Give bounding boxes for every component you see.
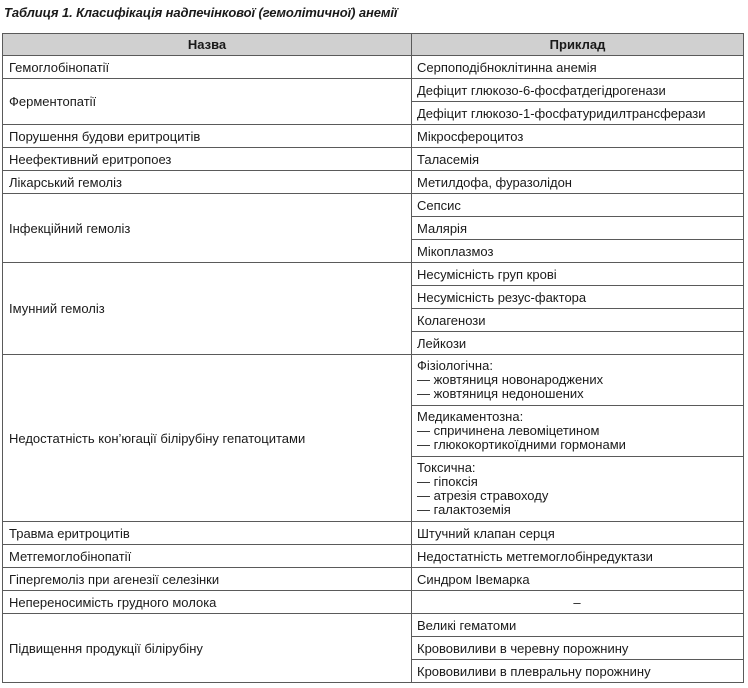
table-row (3, 522, 744, 545)
table-row (3, 79, 744, 102)
example-line: — спричинена левоміцетином (417, 423, 600, 438)
cell-example: Несумісність груп крові (412, 263, 744, 286)
table-row (3, 194, 744, 217)
cell-example: Несумісність резус-фактора (412, 286, 744, 309)
cell-example: Колагенози (412, 309, 744, 332)
example-line: — галактоземія (417, 502, 511, 517)
cell-name: Інфекційний гемоліз (3, 194, 412, 263)
cell-example (412, 457, 744, 522)
cell-example: Штучний клапан серця (412, 522, 744, 545)
table-row (3, 263, 744, 286)
cell-name: Лікарський гемоліз (3, 171, 412, 194)
example-line: Фізіологічна: (417, 358, 493, 373)
cell-name: Травма еритроцитів (3, 522, 412, 545)
cell-example (412, 355, 744, 406)
cell-example: Лейкози (412, 332, 744, 355)
table-row (3, 614, 744, 637)
example-line: — гіпоксія (417, 474, 478, 489)
table-row (3, 56, 744, 79)
table-body (3, 56, 744, 683)
cell-example: Синдром Івемарка (412, 568, 744, 591)
table-row (3, 591, 744, 614)
cell-example: Мікросфероцитоз (412, 125, 744, 148)
cell-name: Підвищення продукції білірубіну (3, 614, 412, 683)
cell-name: Непереносимість грудного молока (3, 591, 412, 614)
cell-example: Сепсис (412, 194, 744, 217)
cell-name: Метгемоглобінопатії (3, 545, 412, 568)
header-name: Назва (3, 34, 412, 56)
cell-example: Крововиливи в черевну порожнину (412, 637, 744, 660)
cell-name: Гіпергемоліз при агенезії селезінки (3, 568, 412, 591)
cell-name: Імунний гемоліз (3, 263, 412, 355)
table-row (3, 545, 744, 568)
cell-example: Малярія (412, 217, 744, 240)
cell-name: Ферментопатії (3, 79, 412, 125)
example-line: Медикаментозна: (417, 409, 524, 424)
cell-example: Таласемія (412, 148, 744, 171)
cell-example: Серпоподібноклітинна анемія (412, 56, 744, 79)
cell-name: Порушення будови еритроцитів (3, 125, 412, 148)
cell-example: Великі гематоми (412, 614, 744, 637)
cell-example: Дефіцит глюкозо-6-фосфатдегідрогенази (412, 79, 744, 102)
cell-name: Неефективний еритропоез (3, 148, 412, 171)
anemia-classification-table (2, 33, 744, 683)
cell-example: Мікоплазмоз (412, 240, 744, 263)
table-caption: Таблиця 1. Класифікація надпечінкової (гемолітичної) анемії (4, 5, 398, 20)
cell-example (412, 406, 744, 457)
table-row (3, 125, 744, 148)
cell-example: – (412, 591, 744, 614)
example-lines (417, 357, 737, 403)
example-line: — жовтяниця недоношених (417, 386, 584, 401)
example-line: — глюкокортикоїдними гормонами (417, 437, 626, 452)
cell-example: Недостатність метгемоглобінредуктази (412, 545, 744, 568)
header-example: Приклад (412, 34, 744, 56)
example-line: — атрезія стравоходу (417, 488, 549, 503)
cell-example: Метилдофа, фуразолідон (412, 171, 744, 194)
cell-example: Дефіцит глюкозо-1-фосфатуридилтрансферази (412, 102, 744, 125)
cell-name: Недостатність кон’югації білірубіну гепатоцитами (3, 355, 412, 522)
table-header-row (3, 34, 744, 56)
cell-example: Крововиливи в плевральну порожнину (412, 660, 744, 683)
table-row (3, 355, 744, 406)
table-row (3, 148, 744, 171)
example-line: Токсична: (417, 460, 476, 475)
example-lines (417, 459, 737, 519)
example-line: — жовтяниця новонароджених (417, 372, 604, 387)
cell-name: Гемоглобінопатії (3, 56, 412, 79)
example-lines (417, 408, 737, 454)
table-row (3, 171, 744, 194)
table-row (3, 568, 744, 591)
